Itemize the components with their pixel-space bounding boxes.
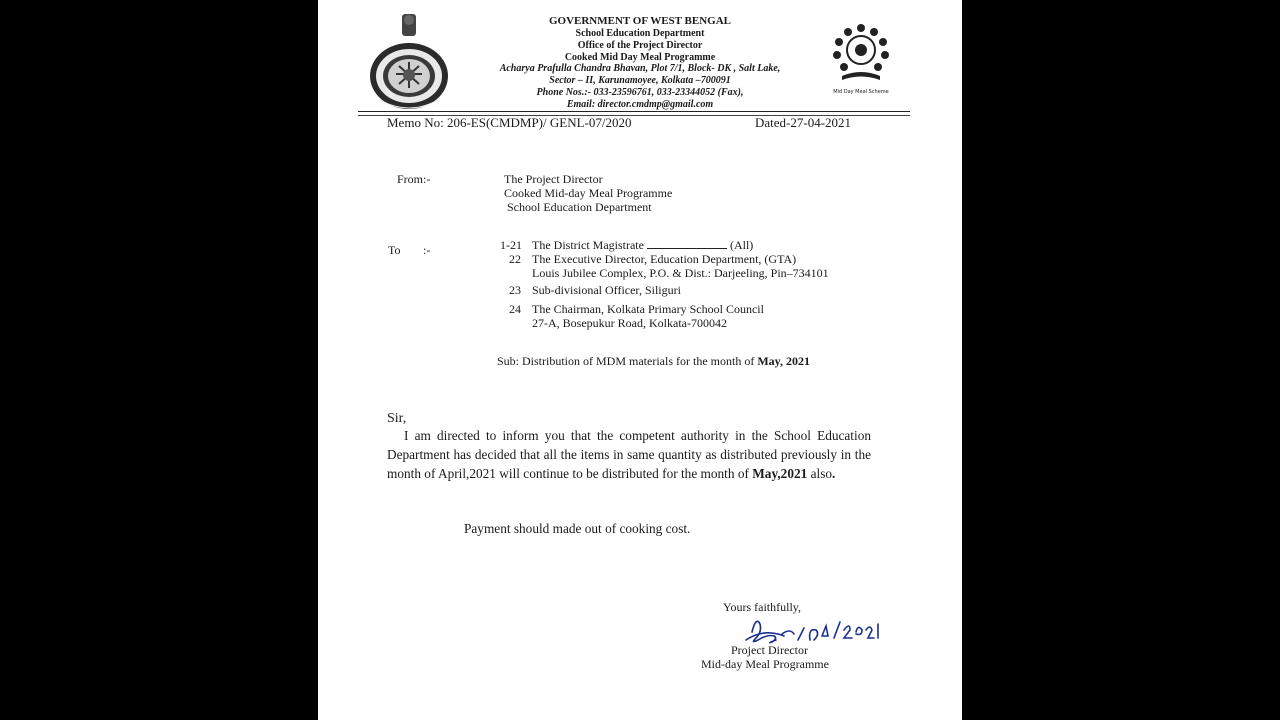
header-address-2: Sector – II, Karunamoyee, Kolkata –700091 — [549, 75, 731, 86]
subject-month: May, 2021 — [757, 354, 810, 368]
from-line-1: The Project Director — [504, 172, 603, 186]
logo-caption: Mid Day Meal Scheme — [833, 89, 889, 95]
body-text: I am directed to inform you that the competent authority in the School Education Department has decided that all the items in same quantity as distributed previously in the month of April,2021 will continue to be distributed for the month of — [387, 428, 871, 481]
recipient-number: 23 — [509, 283, 521, 297]
header-office: Office of the Project Director — [577, 40, 703, 51]
recipient-line — [532, 238, 753, 253]
payment-note: Payment should made out of cooking cost. — [464, 521, 691, 536]
recipient-line: Louis Jubilee Complex, P.O. & Dist.: Darjeeling, Pin–734101 — [532, 266, 829, 280]
header-programme: Cooked Mid Day Meal Programme — [564, 52, 716, 63]
mid-day-meal-logo-icon — [830, 22, 892, 86]
body-period: . — [832, 466, 836, 481]
from-line-3: School Education Department — [507, 200, 652, 214]
body-month: May,2021 — [752, 466, 808, 481]
subject-text: Sub: Distribution of MDM materials for the month of — [497, 354, 758, 368]
document-page — [318, 0, 962, 720]
from-line-2: Cooked Mid-day Meal Programme — [504, 186, 673, 200]
signatory-title: Project Director — [731, 643, 808, 657]
header-department: School Education Department — [575, 28, 705, 39]
salutation: Sir, — [387, 411, 407, 426]
recipient-line: 27-A, Bosepukur Road, Kolkata-700042 — [532, 316, 727, 330]
recipient-number: 24 — [509, 302, 521, 316]
body-paragraph — [387, 426, 871, 483]
header-email: Email: director.cmdmp@gmail.com — [566, 99, 714, 110]
recipient-line: The Executive Director, Education Department, (GTA) — [532, 252, 797, 266]
from-label: From:- — [397, 172, 431, 186]
memo-date: Dated-27-04-2021 — [755, 115, 852, 130]
blank-line — [647, 238, 727, 249]
recipient-number: 22 — [509, 252, 521, 266]
closing: Yours faithfully, — [723, 600, 802, 614]
header-address-1: Acharya Prafulla Chandra Bhavan, Plot 7/1, Block- DK , Salt Lake, — [499, 63, 781, 74]
signatory-programme: Mid-day Meal Programme — [701, 657, 829, 671]
to-label: To — [388, 243, 401, 257]
to-separator: :- — [423, 243, 431, 257]
header-phone: Phone Nos.:- 033-23596761, 033-23344052 (Fax), — [536, 87, 744, 98]
recipient-line: Sub-divisional Officer, Siliguri — [532, 283, 681, 297]
header-rule — [358, 111, 910, 112]
recipient-number: 1-21 — [500, 238, 522, 252]
subject-line — [497, 354, 810, 369]
recipient-line: The Chairman, Kolkata Primary School Council — [532, 302, 764, 316]
body-text-end: also — [807, 466, 833, 481]
recipient-text: (All) — [729, 238, 754, 252]
recipient-text: The District Magistrate — [532, 238, 644, 252]
memo-number: Memo No: 206-ES(CMDMP)/ GENL-07/2020 — [387, 115, 632, 130]
header-government: GOVERNMENT OF WEST BENGAL — [548, 15, 732, 27]
